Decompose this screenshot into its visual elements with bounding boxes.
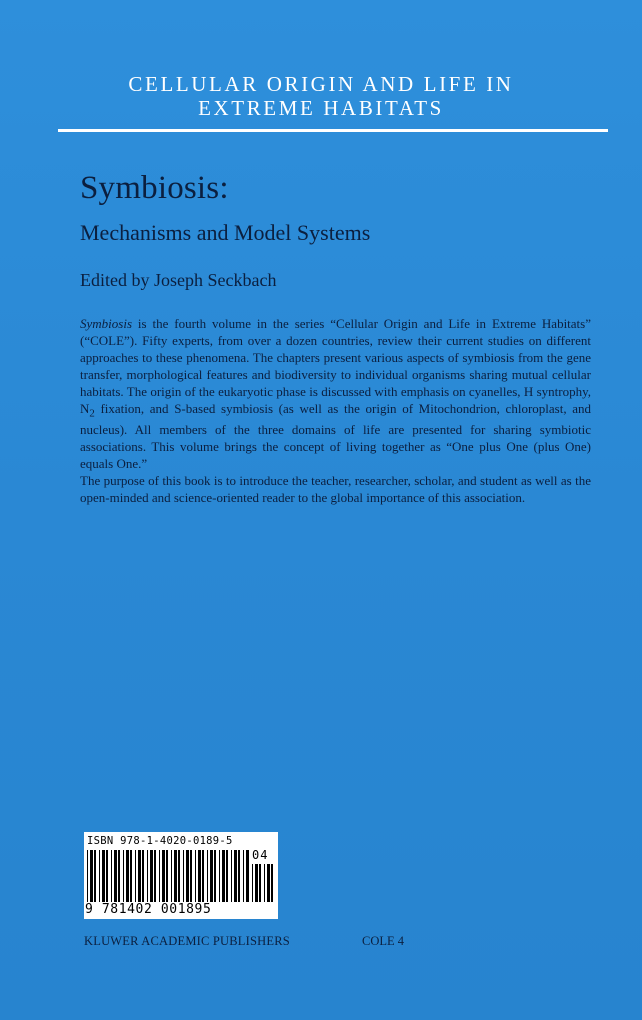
barcode-bar bbox=[106, 850, 108, 902]
barcode-bar bbox=[186, 850, 189, 902]
barcode-bar bbox=[166, 850, 168, 902]
barcode-bar bbox=[174, 850, 177, 902]
divider-rule bbox=[58, 129, 608, 132]
description-p1-end: fixation, and S-based symbiosis (as well as the origin of Mitochondrion, chloroplast, and nucleus). All members of the three domains of life are presented for sharing symbiotic associations. This volume brings the concept of living together as “One plus One (plus One) equals One.” bbox=[80, 400, 591, 471]
barcode-bar bbox=[259, 864, 261, 902]
barcode-bar bbox=[90, 850, 93, 902]
barcode-bar bbox=[99, 850, 100, 902]
barcode-bar bbox=[126, 850, 129, 902]
series-title-line1: CELLULAR ORIGIN AND LIFE IN bbox=[128, 72, 514, 96]
barcode-bar bbox=[202, 850, 204, 902]
isbn-label: ISBN 978-1-4020-0189-5 bbox=[87, 835, 233, 847]
publisher-name: KLUWER ACADEMIC PUBLISHERS bbox=[84, 934, 290, 948]
barcode-bar bbox=[94, 850, 96, 902]
barcode-bar bbox=[219, 850, 220, 902]
barcode-bar bbox=[102, 850, 105, 902]
series-title bbox=[0, 72, 642, 120]
barcode-bar bbox=[111, 850, 112, 902]
barcode-bar bbox=[234, 850, 237, 902]
barcode-addon: 04 bbox=[252, 848, 269, 862]
barcode-addon-bars bbox=[252, 864, 274, 902]
barcode-bar bbox=[142, 850, 144, 902]
barcode-bar bbox=[190, 850, 192, 902]
barcode-bar bbox=[267, 864, 270, 902]
book-description bbox=[80, 316, 591, 507]
barcode-bar bbox=[252, 864, 253, 902]
barcode-bar bbox=[243, 850, 244, 902]
barcode-bar bbox=[150, 850, 153, 902]
barcode-bar bbox=[159, 850, 160, 902]
barcode-bar bbox=[162, 850, 165, 902]
book-subtitle: Mechanisms and Model Systems bbox=[80, 220, 371, 245]
barcode-bar bbox=[130, 850, 132, 902]
description-paragraph-1 bbox=[80, 316, 591, 473]
barcode-bar bbox=[226, 850, 228, 902]
series-number: COLE 4 bbox=[362, 934, 405, 948]
barcode-bar bbox=[183, 850, 184, 902]
book-title: Symbiosis: bbox=[80, 170, 229, 206]
barcode-bar bbox=[246, 850, 249, 902]
barcode-bar bbox=[238, 850, 240, 902]
barcode-bar bbox=[271, 864, 273, 902]
isbn-barcode bbox=[84, 832, 278, 919]
barcode-bar bbox=[123, 850, 124, 902]
barcode-bar bbox=[171, 850, 172, 902]
barcode-bar bbox=[87, 850, 88, 902]
barcode-bar bbox=[264, 864, 265, 902]
description-italic-title: Symbiosis bbox=[80, 316, 132, 331]
series-title-line2: EXTREME HABITATS bbox=[198, 96, 444, 120]
barcode-bar bbox=[210, 850, 213, 902]
barcode-bar bbox=[147, 850, 148, 902]
barcode-bar bbox=[231, 850, 232, 902]
barcode-bar bbox=[198, 850, 201, 902]
barcode-bar bbox=[222, 850, 225, 902]
barcode-bar bbox=[135, 850, 136, 902]
barcode-bar bbox=[118, 850, 120, 902]
barcode-bar bbox=[114, 850, 117, 902]
description-subscript: 2 bbox=[89, 407, 95, 420]
barcode-bar bbox=[178, 850, 180, 902]
barcode-bar bbox=[195, 850, 196, 902]
description-p1-text: is the fourth volume in the series “Cellular Origin and Life in Extreme Habitats” (“COLE”). Fifty experts, from over a dozen countries, review their current studies on different approaches to these phenomena. The chapters present various aspects of symbiosis from the gene transfer, morphological features and biodiversity to individual organisms sharing mutual cellular habitats. The origin of the eukaryotic phase is discussed with emphasis on cyanelles, H syntrophy, N bbox=[80, 316, 591, 416]
barcode-bar bbox=[138, 850, 141, 902]
barcode-bar bbox=[207, 850, 208, 902]
editor-credit: Edited by Joseph Seckbach bbox=[80, 270, 277, 290]
barcode-digits: 9 781402 001895 bbox=[85, 902, 212, 917]
barcode-bars bbox=[87, 850, 249, 902]
barcode-bar bbox=[214, 850, 216, 902]
description-paragraph-2: The purpose of this book is to introduce the teacher, researcher, scholar, and student as well as the open-minded and science-oriented reader to the global importance of this association. bbox=[80, 472, 591, 505]
barcode-bar bbox=[255, 864, 258, 902]
barcode-bar bbox=[154, 850, 156, 902]
